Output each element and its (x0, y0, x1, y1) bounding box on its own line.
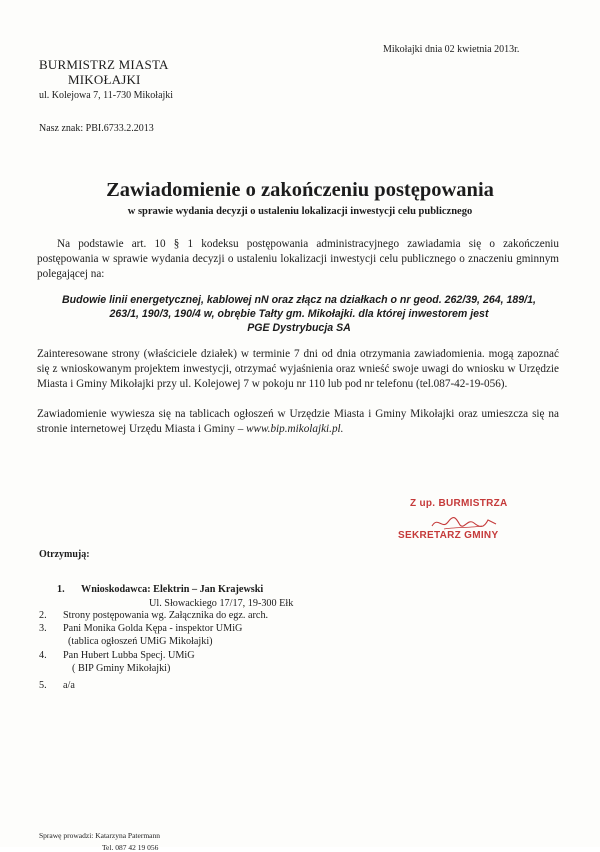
item-number: 2. (39, 610, 47, 621)
item-text: a/a (63, 680, 75, 691)
subject-line: PGE Dystrybucja SA (247, 322, 351, 334)
intro-paragraph: Na podstawie art. 10 § 1 kodeksu postępowania administracyjnego zawiadamia się o zakończeniu postępowania w sprawie wydania decyzji o ustaleniu lokalizacji inwestycji celu publicznego o znaczeniu gminnym polegającej na: (37, 238, 559, 280)
list-item-detail: (tablica ogłoszeń UMiG Mikołajki) (68, 636, 213, 647)
document-subtitle: w sprawie wydania decyzji o ustaleniu lokalizacji inwestycji celu publicznego (127, 206, 473, 217)
item-number: 1. (57, 584, 65, 595)
item-text: Pan Hubert Lubba Specj. UMiG (63, 650, 195, 661)
issuer-address: ul. Kolejowa 7, 11-730 Mikołajki (39, 90, 174, 101)
contact-phone: Tel. 087 42 19 056 (102, 843, 159, 852)
prepared-by: Sprawę prowadzi: Katarzyna Patermann (39, 831, 160, 840)
issuer-city: MIKOŁAJKI (68, 72, 141, 87)
publication-text: Zawiadomienie wywiesza się na tablicach ogłoszeń w Urzędzie Miasta i Gminy Mikołajki oraz umieszcza się na stronie internetowej Urzędu Miasta i Gminy – (37, 408, 559, 435)
item-text: Strony postępowania wg. Załącznika do egz. arch. (63, 610, 269, 621)
stamp-authority: Z up. BURMISTRZA (410, 498, 508, 509)
item-number: 3. (39, 623, 47, 634)
item-text: Wnioskodawca: Elektrin – Jan Krajewski (81, 584, 264, 595)
document-title: Zawiadomienie o zakończeniu postępowania (106, 179, 494, 201)
subject-line: 263/1, 190/3, 190/4 w, obrębie Tałty gm. Mikołajki. dla której inwestorem jest (109, 308, 489, 320)
document-date: Mikołajki dnia 02 kwietnia 2013r. (383, 44, 520, 55)
subject-block (40, 293, 558, 335)
publication-paragraph (37, 407, 559, 437)
reference-number: Nasz znak: PBI.6733.2.2013 (39, 123, 154, 134)
issuer-name: BURMISTRZ MIASTA (39, 57, 169, 72)
item-number: 5. (39, 680, 47, 691)
list-item-detail: ( BIP Gminy Mikołajki) (72, 663, 171, 674)
parties-paragraph: Zainteresowane strony (właściciele działek) w terminie 7 dni od dnia otrzymania zawiadomienia. mogą zapoznać się z wnioskowanym projektem inwestycji, otrzymać wyjaśnienia oraz wnieść swoje uwagi do wniosku w Urzędzie Miasta i Gminy Mikołajki przy ul. Kolejowej 7 w pokoju nr 110 lub pod nr telefonu (tel.087-42-19-056). (37, 348, 559, 390)
item-text: Pani Monika Golda Kępa - inspektor UMiG (63, 623, 243, 634)
list-item-detail: Ul. Słowackiego 17/17, 19-300 Ełk (149, 598, 294, 609)
stamp-title: SEKRETARZ GMINY (398, 530, 499, 541)
item-number: 4. (39, 650, 47, 661)
bip-link[interactable]: www.bip.mikolajki.pl. (246, 423, 344, 435)
recipients-heading: Otrzymują: (39, 549, 90, 560)
subject-line: Budowie linii energetycznej, kablowej nN oraz złącz na działkach o nr geod. 262/39, 264, 189/1, (62, 294, 536, 306)
